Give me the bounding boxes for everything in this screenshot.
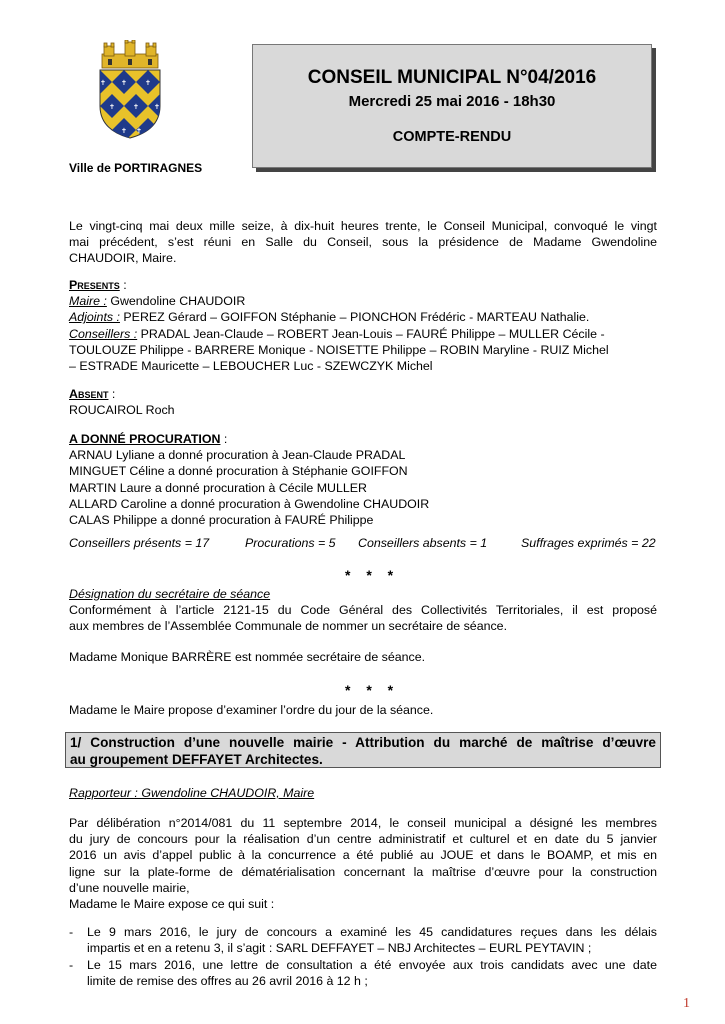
procuration-item: ARNAU Lyliane a donné procuration à Jean-Claude PRADAL: [69, 448, 406, 463]
procuration-item: MINGUET Céline a donné procuration à Stéphanie GOIFFON: [69, 464, 408, 479]
bullet-text: Le 9 mars 2016, le jury de concours a examiné les 45 candidatures reçues dans les délais: [87, 925, 657, 939]
count-presents: Conseillers présents = 17: [69, 536, 210, 550]
body-line: Par délibération n°2014/081 du 11 septembre 2014, le conseil municipal a désigné les membres: [69, 816, 657, 830]
intro-line: mai précédent, s’est réuni en Salle du Conseil, sous la présidence de Madame Gwendoline: [69, 235, 657, 250]
title-box: [252, 44, 652, 168]
secretaire-nomination: Madame Monique BARRÈRE est nommée secrétaire de séance.: [69, 650, 426, 664]
bullet-dash: -: [69, 958, 74, 972]
page-number: 1: [683, 996, 690, 1011]
separator-stars: * * *: [345, 682, 400, 698]
separator-stars: * * *: [345, 567, 400, 583]
conseillers-label: Conseillers :: [69, 326, 138, 341]
procuration-item: CALAS Philippe a donné procuration à FAURÉ Philippe: [69, 513, 374, 528]
section-title: 1/ Construction d’une nouvelle mairie - Attribution du marché de maîtrise d’œuvre: [70, 735, 656, 750]
expose-line: Madame le Maire expose ce qui suit :: [69, 897, 275, 912]
body-line: ligne sur la plate-forme de dématérialisation concernant la maîtrise d’œuvre pour la construction: [69, 864, 657, 879]
bullet-text: Le 15 mars 2016, une lettre de consultation a été envoyée aux trois candidats avec une date: [87, 958, 657, 972]
svg-text:✝: ✝: [136, 127, 142, 135]
maire-name: Gwendoline CHAUDOIR: [106, 294, 246, 309]
svg-text:✝: ✝: [154, 103, 160, 111]
presents-heading: Presents: [69, 278, 120, 292]
absent-names: ROUCAIROL Roch: [69, 403, 175, 418]
town-name: Ville de PORTIRAGNES: [69, 161, 203, 175]
bullet-text: limite de remise des offres au 26 avril 2016 à 12 h ;: [87, 974, 368, 989]
coat-of-arms-logo: [94, 40, 166, 140]
document-date: Mercredi 25 mai 2016 - 18h30: [348, 93, 556, 110]
document-title: CONSEIL MUNICIPAL N°04/2016: [307, 67, 597, 88]
intro-line: Le vingt-cinq mai deux mille seize, à dix-huit heures trente, le Conseil Municipal, convoqué le vingt: [69, 219, 657, 233]
adjoints-label: Adjoints :: [69, 310, 120, 325]
presents-section: Presents : Maire : Gwendoline CHAUDOIR Adjoints : PEREZ Gérard – GOIFFON Stéphanie – PIONCHON Frédéric - MARTEAU Nathalie. Conseillers : PRADAL Jean-Claude – ROBERT Jean-Louis – FAURÉ Philippe – MULLER Cécile - TOULOUZE Philippe - BARRERE Monique - NOISETTE Philippe – ROBIN Maryline - RUIZ Michel – ESTRADE Mauricette – LEBOUCHER Luc - SZEWCZYK Michel: [69, 277, 657, 374]
intro-line: CHAUDOIR, Maire.: [69, 251, 177, 266]
svg-text:✝: ✝: [109, 103, 115, 111]
document-type: COMPTE-RENDU: [392, 129, 512, 145]
adjoints-names: PEREZ Gérard – GOIFFON Stéphanie – PIONCHON Frédéric - MARTEAU Nathalie.: [119, 310, 590, 325]
list-item: [69, 957, 657, 991]
bullet-text: impartis et en a retenu 3, il s’agit : SARL DEFFAYET – NBJ Architectes – EURL PEYTAVIN ;: [87, 941, 592, 956]
secretaire-heading: Désignation du secrétaire de séance: [69, 587, 271, 601]
section-title: au groupement DEFFAYET Architectes.: [70, 752, 323, 767]
list-item: [69, 924, 657, 958]
absent-heading: Absent: [69, 387, 109, 401]
body-line: d’une nouvelle mairie,: [69, 880, 190, 895]
secretaire-text: aux membres de l’Assemblée Communale de nommer un secrétaire de séance.: [69, 619, 508, 634]
count-procurations: Procurations = 5: [245, 536, 336, 550]
rapporteur: Rapporteur : Gwendoline CHAUDOIR, Maire: [69, 786, 315, 800]
section1-body: [69, 815, 657, 912]
svg-text:✝: ✝: [121, 127, 127, 135]
conseillers-names: PRADAL Jean-Claude – ROBERT Jean-Louis – FAURÉ Philippe – MULLER Cécile -: [137, 326, 605, 341]
intro-paragraph: [69, 218, 657, 267]
absent-section: Absent : ROUCAIROL Roch: [69, 386, 657, 418]
secretaire-text: Conformément à l’article 2121-15 du Code Général des Collectivités Territoriales, il est proposé: [69, 603, 657, 618]
body-line: 2016 un avis d’appel public à la concurrence a été publié au JOUE et dans le BOAMP, et mis en: [69, 848, 657, 863]
svg-text:✝: ✝: [133, 103, 139, 111]
conseillers-names: – ESTRADE Mauricette – LEBOUCHER Luc - SZEWCZYK Michel: [69, 359, 433, 374]
conseillers-names: TOULOUZE Philippe - BARRERE Monique - NOISETTE Philippe – ROBIN Maryline - RUIZ Michel: [69, 342, 609, 357]
bullet-dash: -: [69, 925, 74, 939]
svg-text:✝: ✝: [121, 79, 127, 87]
count-suffrages: Suffrages exprimés = 22: [521, 536, 656, 550]
section-title-box: [65, 732, 661, 768]
procuration-section: A DONNÉ PROCURATION : ARNAU Lyliane a donné procuration à Jean-Claude PRADAL MINGUET Céline a donné procuration à Stéphanie GOIFFON MARTIN Laure a donné procuration à Cécile MULLER ALLARD Caroline a donné procuration à Gwendoline CHAUDOIR CALAS Philippe a donné procuration à FAURÉ Philippe: [69, 431, 657, 528]
ordre-du-jour: Madame le Maire propose d’examiner l’ordre du jour de la séance.: [69, 703, 434, 717]
body-line: du jury de concours pour la réalisation d’un centre administratif et culturel et en date du 5 janvier: [69, 832, 657, 847]
procuration-item: MARTIN Laure a donné procuration à Cécile MULLER: [69, 480, 367, 495]
secretaire-section: [69, 586, 657, 635]
procuration-item: ALLARD Caroline a donné procuration à Gwendoline CHAUDOIR: [69, 496, 430, 511]
maire-label: Maire :: [69, 294, 107, 309]
svg-text:✝: ✝: [100, 79, 106, 87]
count-absents: Conseillers absents = 1: [358, 536, 488, 550]
svg-text:✝: ✝: [145, 79, 151, 87]
procuration-heading: A DONNÉ PROCURATION: [69, 432, 221, 446]
